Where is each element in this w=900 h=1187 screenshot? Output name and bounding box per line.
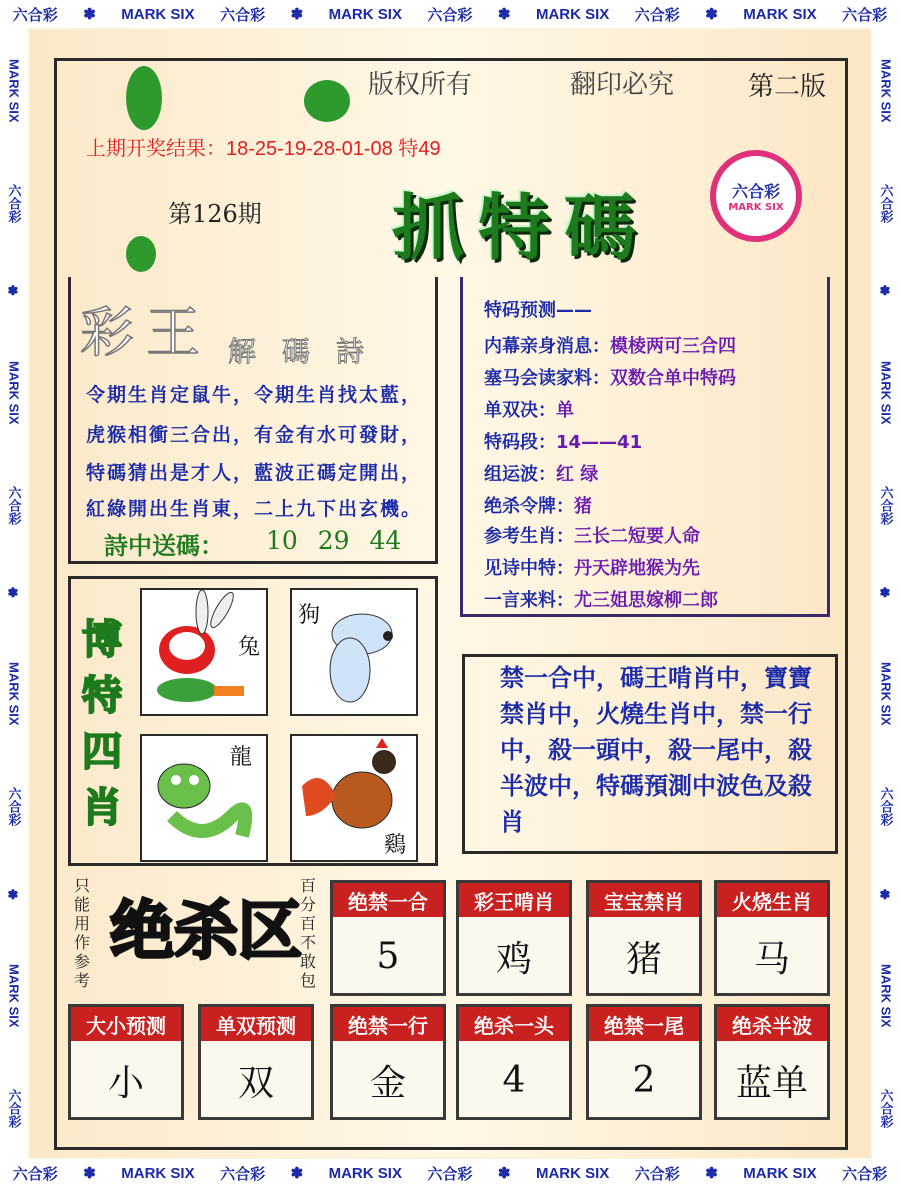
prediction-value: 14——41 xyxy=(556,432,643,453)
kill-cell-value: 猪 xyxy=(625,938,662,980)
prediction-label: 绝杀令牌： xyxy=(484,496,574,517)
prediction-value: 模棱两可三合四 xyxy=(610,336,736,357)
border-brand-en: MARK SIX xyxy=(743,5,817,23)
border-brand-en: MARK SIX xyxy=(328,1164,402,1182)
border-brand-cn: 六合彩 xyxy=(634,6,680,24)
rooster-card xyxy=(290,734,418,862)
border-brand-cn: 六合彩 xyxy=(427,1165,473,1183)
border-brand-cn: 六合彩 xyxy=(634,1165,680,1183)
flower-icon: ✽ xyxy=(290,1165,304,1182)
reference-note: 只能用作参考 xyxy=(73,876,90,990)
flower-icon: ✽ xyxy=(6,585,22,601)
kill-cell xyxy=(586,880,702,996)
green-deco-shape xyxy=(304,80,350,122)
kill-cell-label: 绝禁一合 xyxy=(333,883,443,917)
flower-icon: ✽ xyxy=(83,6,96,23)
kill-cell xyxy=(456,1004,572,1120)
prediction-label: 一言来料： xyxy=(484,590,574,611)
prediction-label: 塞马会读家料： xyxy=(484,368,610,389)
poem-title: 彩王 xyxy=(80,301,212,364)
kill-cell xyxy=(330,880,446,996)
kill-cell xyxy=(714,880,830,996)
kill-cell-label: 彩王啃肖 xyxy=(459,883,569,917)
border-brand-en: MARK SIX xyxy=(6,58,22,123)
border-brand-en: MARK SIX xyxy=(535,1164,610,1182)
kill-cell-label: 单双预测 xyxy=(201,1007,311,1041)
border-brand-en: MARK SIX xyxy=(6,662,22,726)
border-brand-cn: 六合彩 xyxy=(878,485,894,525)
prediction-label: 组运波： xyxy=(484,464,556,485)
border-brand-en: MARK SIX xyxy=(121,1164,195,1182)
border-brand-cn: 六合彩 xyxy=(220,1165,266,1183)
logo-en: MARK SIX xyxy=(728,202,784,213)
page-title: 抓特碼 xyxy=(392,185,651,270)
prediction-label: 特码段： xyxy=(484,432,556,453)
warning-text: 禁一合中，碼王啃肖中，寶寶禁肖中，火燒生肖中，禁一行中，殺一頭中，殺一尾中，殺半波中，特碼預測中波色及殺肖 xyxy=(500,663,812,836)
animal-label: 龍 xyxy=(230,745,253,770)
kill-cell xyxy=(198,1004,314,1120)
kill-cell-label: 宝宝禁肖 xyxy=(589,883,699,917)
kill-cell xyxy=(586,1004,702,1120)
kill-cell xyxy=(456,880,572,996)
prediction-item xyxy=(484,428,642,454)
border-brand-en: MARK SIX xyxy=(535,5,610,23)
bottom-border-strip xyxy=(0,1159,900,1187)
border-brand-cn: 六合彩 xyxy=(878,183,894,223)
flower-icon: ✽ xyxy=(497,6,511,23)
prediction-header: 特码预测—— xyxy=(484,300,592,321)
last-result: 上期开奖结果：18-25-19-28-01-08 特49 xyxy=(86,138,441,160)
border-brand-cn: 六合彩 xyxy=(842,1165,888,1183)
dragon-card xyxy=(140,734,268,862)
border-brand-cn: 六合彩 xyxy=(6,485,22,525)
top-border-strip xyxy=(0,0,900,28)
animal-label: 狗 xyxy=(298,603,321,628)
border-brand-en: MARK SIX xyxy=(878,360,894,425)
left-border-strip xyxy=(0,28,28,1159)
prediction-label: 参考生肖： xyxy=(484,526,574,547)
dog-card xyxy=(290,588,418,716)
kill-cell-value: 小 xyxy=(107,1062,144,1104)
border-brand-en: MARK SIX xyxy=(878,58,894,123)
border-brand-cn: 六合彩 xyxy=(878,1089,894,1129)
disclaimer-note: 百分百不敢包 xyxy=(299,876,316,990)
prediction-label: 单双决： xyxy=(484,400,556,421)
right-border-strip xyxy=(872,28,900,1159)
flower-icon: ✽ xyxy=(6,887,22,903)
prediction-item xyxy=(484,554,700,580)
prediction-label: 内幕亲身消息： xyxy=(484,336,610,357)
prediction-item xyxy=(484,522,700,548)
prediction-value: 尤三姐思嫁柳二郎 xyxy=(574,590,718,611)
flower-icon: ✽ xyxy=(878,887,894,903)
kill-cell-value: 马 xyxy=(753,938,790,980)
border-brand-en: MARK SIX xyxy=(328,5,402,23)
prediction-value: 红 绿 xyxy=(556,464,599,485)
kill-cell-label: 大小预测 xyxy=(71,1007,181,1041)
kill-cell xyxy=(330,1004,446,1120)
logo-cn: 六合彩 xyxy=(731,182,780,201)
border-brand-cn: 六合彩 xyxy=(878,787,894,827)
gift-numbers: 10 29 44 xyxy=(266,526,402,555)
poem-line: 令期生肖定鼠牛，令期生肖找太藍， xyxy=(86,384,423,406)
poem-line: 特碼猜出是才人，藍波正碼定開出， xyxy=(86,462,423,484)
kill-cell-label: 绝杀半波 xyxy=(717,1007,827,1041)
flower-icon: ✽ xyxy=(83,1165,96,1182)
border-brand-cn: 六合彩 xyxy=(842,6,888,24)
issue-number: 第126期 xyxy=(168,200,262,228)
prediction-item xyxy=(484,586,718,612)
rabbit-card xyxy=(140,588,268,716)
kill-cell-value: 2 xyxy=(632,1059,656,1101)
flower-icon: ✽ xyxy=(6,284,22,300)
border-brand-en: MARK SIX xyxy=(743,1164,817,1182)
kill-cell xyxy=(68,1004,184,1120)
kill-cell-value: 5 xyxy=(376,935,400,977)
border-brand-en: MARK SIX xyxy=(6,964,22,1028)
animal-label: 鷄 xyxy=(384,833,407,858)
border-brand-cn: 六合彩 xyxy=(12,1165,58,1183)
border-brand-en: MARK SIX xyxy=(878,662,894,726)
kill-cell-value: 双 xyxy=(237,1062,274,1104)
border-brand-cn: 六合彩 xyxy=(6,1089,22,1129)
border-brand-en: MARK SIX xyxy=(878,964,894,1028)
border-brand-cn: 六合彩 xyxy=(427,6,473,24)
kill-cell-label: 火烧生肖 xyxy=(717,883,827,917)
prediction-value: 猪 xyxy=(574,496,592,517)
border-brand-cn: 六合彩 xyxy=(6,787,22,827)
flower-icon: ✽ xyxy=(290,6,304,23)
kill-cell-label: 绝禁一行 xyxy=(333,1007,443,1041)
border-brand-en: MARK SIX xyxy=(6,360,22,425)
mark-six-logo xyxy=(710,150,802,242)
green-deco-shape xyxy=(126,236,156,272)
animal-label: 兔 xyxy=(238,635,261,660)
prediction-item xyxy=(484,492,592,518)
prediction-item xyxy=(484,364,736,390)
edition-label: 第二版 xyxy=(748,72,827,102)
kill-cell xyxy=(714,1004,830,1120)
prediction-label: 见诗中特： xyxy=(484,558,574,579)
poem-line: 紅綠開出生肖東，二上九下出玄機。 xyxy=(86,498,423,520)
flower-icon: ✽ xyxy=(878,585,894,601)
poem-subtitle: 解碼詩 xyxy=(228,335,391,368)
flower-icon: ✽ xyxy=(705,1165,718,1182)
border-brand-en: MARK SIX xyxy=(121,5,195,23)
flower-icon: ✽ xyxy=(705,6,718,23)
kill-cell-value: 鸡 xyxy=(495,938,532,980)
kill-cell-label: 绝杀一头 xyxy=(459,1007,569,1041)
kill-cell-value: 4 xyxy=(502,1059,526,1101)
prediction-item xyxy=(484,396,574,422)
border-brand-cn: 六合彩 xyxy=(220,6,266,24)
green-deco-shape xyxy=(126,66,162,130)
prediction-item xyxy=(484,332,736,358)
zodiac-title: 博特四肖 xyxy=(82,616,122,831)
border-brand-cn: 六合彩 xyxy=(6,183,22,223)
border-brand-cn: 六合彩 xyxy=(12,6,58,24)
prediction-item xyxy=(484,460,598,486)
gift-label: 詩中送碼： xyxy=(104,531,224,560)
prediction-value: 双数合单中特码 xyxy=(610,368,736,389)
kill-cell-value: 蓝单 xyxy=(735,1062,808,1104)
no-reprint-text: 翻印必究 xyxy=(570,70,675,100)
flower-icon: ✽ xyxy=(497,1165,511,1182)
flower-icon: ✽ xyxy=(878,284,894,300)
poem-line: 虎猴相衝三合出，有金有水可發財， xyxy=(86,424,423,446)
copyright-text: 版权所有 xyxy=(368,70,473,100)
prediction-value: 三长二短要人命 xyxy=(574,526,700,547)
kill-zone-title: 绝杀区 xyxy=(110,895,302,969)
kill-cell-label: 绝禁一尾 xyxy=(589,1007,699,1041)
prediction-value: 单 xyxy=(556,400,574,421)
kill-cell-value: 金 xyxy=(369,1062,406,1104)
prediction-value: 丹天辟地猴为先 xyxy=(574,558,700,579)
